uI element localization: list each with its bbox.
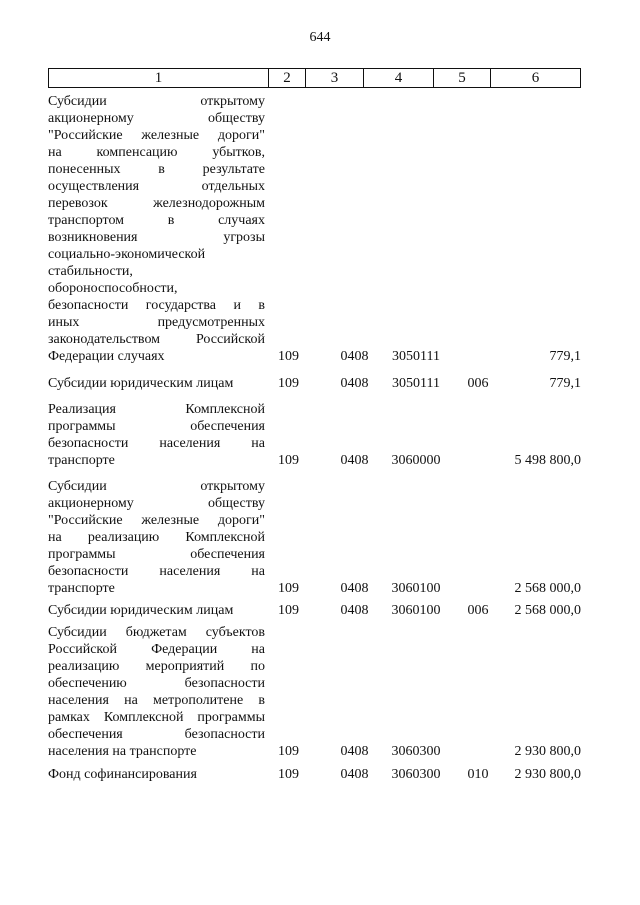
description-line: Субсидии открытому <box>48 94 265 109</box>
cell-col-3: 0408 <box>340 349 369 364</box>
table-row <box>48 624 581 760</box>
description-line: на реализацию Комплексной <box>48 530 265 545</box>
table-row <box>48 375 581 392</box>
cell-col-2: 109 <box>278 603 299 618</box>
description-line: обеспечения безопасности <box>48 727 265 742</box>
cell-col-2: 109 <box>278 767 299 782</box>
cell-col-6: 2 568 000,0 <box>514 581 581 596</box>
cell-col-6: 779,1 <box>549 349 581 364</box>
description-line: осуществления отдельных <box>48 179 265 194</box>
cell-col-3: 0408 <box>340 581 369 596</box>
cell-col-6: 5 498 800,0 <box>514 453 581 468</box>
description-line: безопасности государства и в <box>48 298 265 313</box>
cell-col-2: 109 <box>278 453 299 468</box>
cell-col-4: 3060100 <box>391 581 441 596</box>
header-col-1: 1 <box>49 69 269 87</box>
description-line: Федерации случаях <box>48 349 165 364</box>
cell-col-5: 006 <box>467 376 489 391</box>
table-row <box>48 766 581 783</box>
cell-col-2: 109 <box>278 376 299 391</box>
description-line: программы обеспечения <box>48 547 265 562</box>
description-line: Фонд софинансирования <box>48 767 197 782</box>
cell-col-4: 3060300 <box>391 767 441 782</box>
cell-col-4: 3060300 <box>391 744 441 759</box>
row-description <box>48 478 265 597</box>
cell-col-3: 0408 <box>340 767 369 782</box>
cell-col-5: 006 <box>467 603 489 618</box>
header-col-6: 6 <box>531 70 540 86</box>
description-line: Субсидии открытому <box>48 479 265 494</box>
cell-col-4: 3050111 <box>392 376 440 391</box>
description-line: рамках Комплексной программы <box>48 710 265 725</box>
cell-col-2: 109 <box>278 349 299 364</box>
row-description <box>48 401 265 469</box>
description-line: транспортом в случаях <box>48 213 265 228</box>
row-description <box>48 766 265 783</box>
description-line: населения на транспорте <box>48 744 197 759</box>
description-line: иных предусмотренных <box>48 315 265 330</box>
description-line: законодательством Российской <box>48 332 265 347</box>
description-line: программы обеспечения <box>48 419 265 434</box>
cell-col-3: 0408 <box>340 376 369 391</box>
description-line: понесенных в результате <box>48 162 265 177</box>
header-col-2: 2 <box>269 69 306 87</box>
row-description <box>48 624 265 760</box>
row-description <box>48 375 265 392</box>
description-line: обеспечению безопасности <box>48 676 265 691</box>
cell-col-3: 0408 <box>340 744 369 759</box>
cell-col-6: 779,1 <box>549 376 581 391</box>
description-line: акционерному обществу <box>48 111 265 126</box>
cell-col-3: 0408 <box>340 603 369 618</box>
description-line: Субсидии бюджетам субъектов <box>48 625 265 640</box>
cell-col-4: 3050111 <box>392 349 440 364</box>
table-header <box>48 68 581 88</box>
page-number: 644 <box>309 30 331 45</box>
row-description <box>48 602 265 619</box>
description-line: Российской Федерации на <box>48 642 265 657</box>
description-line: Субсидии юридическим лицам <box>48 376 234 391</box>
description-line: Субсидии юридическим лицам <box>48 603 234 618</box>
header-col-5: 5 <box>434 69 491 87</box>
description-line: населения на метрополитене в <box>48 693 265 708</box>
cell-col-4: 3060100 <box>391 603 441 618</box>
table-row <box>48 401 581 469</box>
description-line: акционерному обществу <box>48 496 265 511</box>
description-line: "Российские железные дороги" <box>48 513 265 528</box>
description-line: транспорте <box>48 453 115 468</box>
description-line: "Российские железные дороги" <box>48 128 265 143</box>
description-line: Реализация Комплексной <box>48 402 265 417</box>
description-line: реализацию мероприятий по <box>48 659 265 674</box>
table-row <box>48 478 581 597</box>
table-row <box>48 93 581 365</box>
description-line: стабильности, <box>48 264 133 279</box>
description-line: безопасности населения на <box>48 564 265 579</box>
cell-col-2: 109 <box>278 581 299 596</box>
description-line: на компенсацию убытков, <box>48 145 265 160</box>
cell-col-4: 3060000 <box>391 453 441 468</box>
cell-col-6: 2 568 000,0 <box>514 603 581 618</box>
cell-col-5: 010 <box>467 767 489 782</box>
cell-col-2: 109 <box>278 744 299 759</box>
cell-col-6: 2 930 800,0 <box>514 767 581 782</box>
description-line: перевозок железнодорожным <box>48 196 265 211</box>
description-line: безопасности населения на <box>48 436 265 451</box>
description-line: возникновения угрозы <box>48 230 265 245</box>
description-line: обороноспособности, <box>48 281 178 296</box>
row-description <box>48 93 265 365</box>
description-line: социально-экономической <box>48 247 206 262</box>
header-col-3: 3 <box>306 69 364 87</box>
cell-col-6: 2 930 800,0 <box>514 744 581 759</box>
header-col-4: 4 <box>364 69 434 87</box>
table-row <box>48 602 581 619</box>
cell-col-3: 0408 <box>340 453 369 468</box>
description-line: транспорте <box>48 581 115 596</box>
